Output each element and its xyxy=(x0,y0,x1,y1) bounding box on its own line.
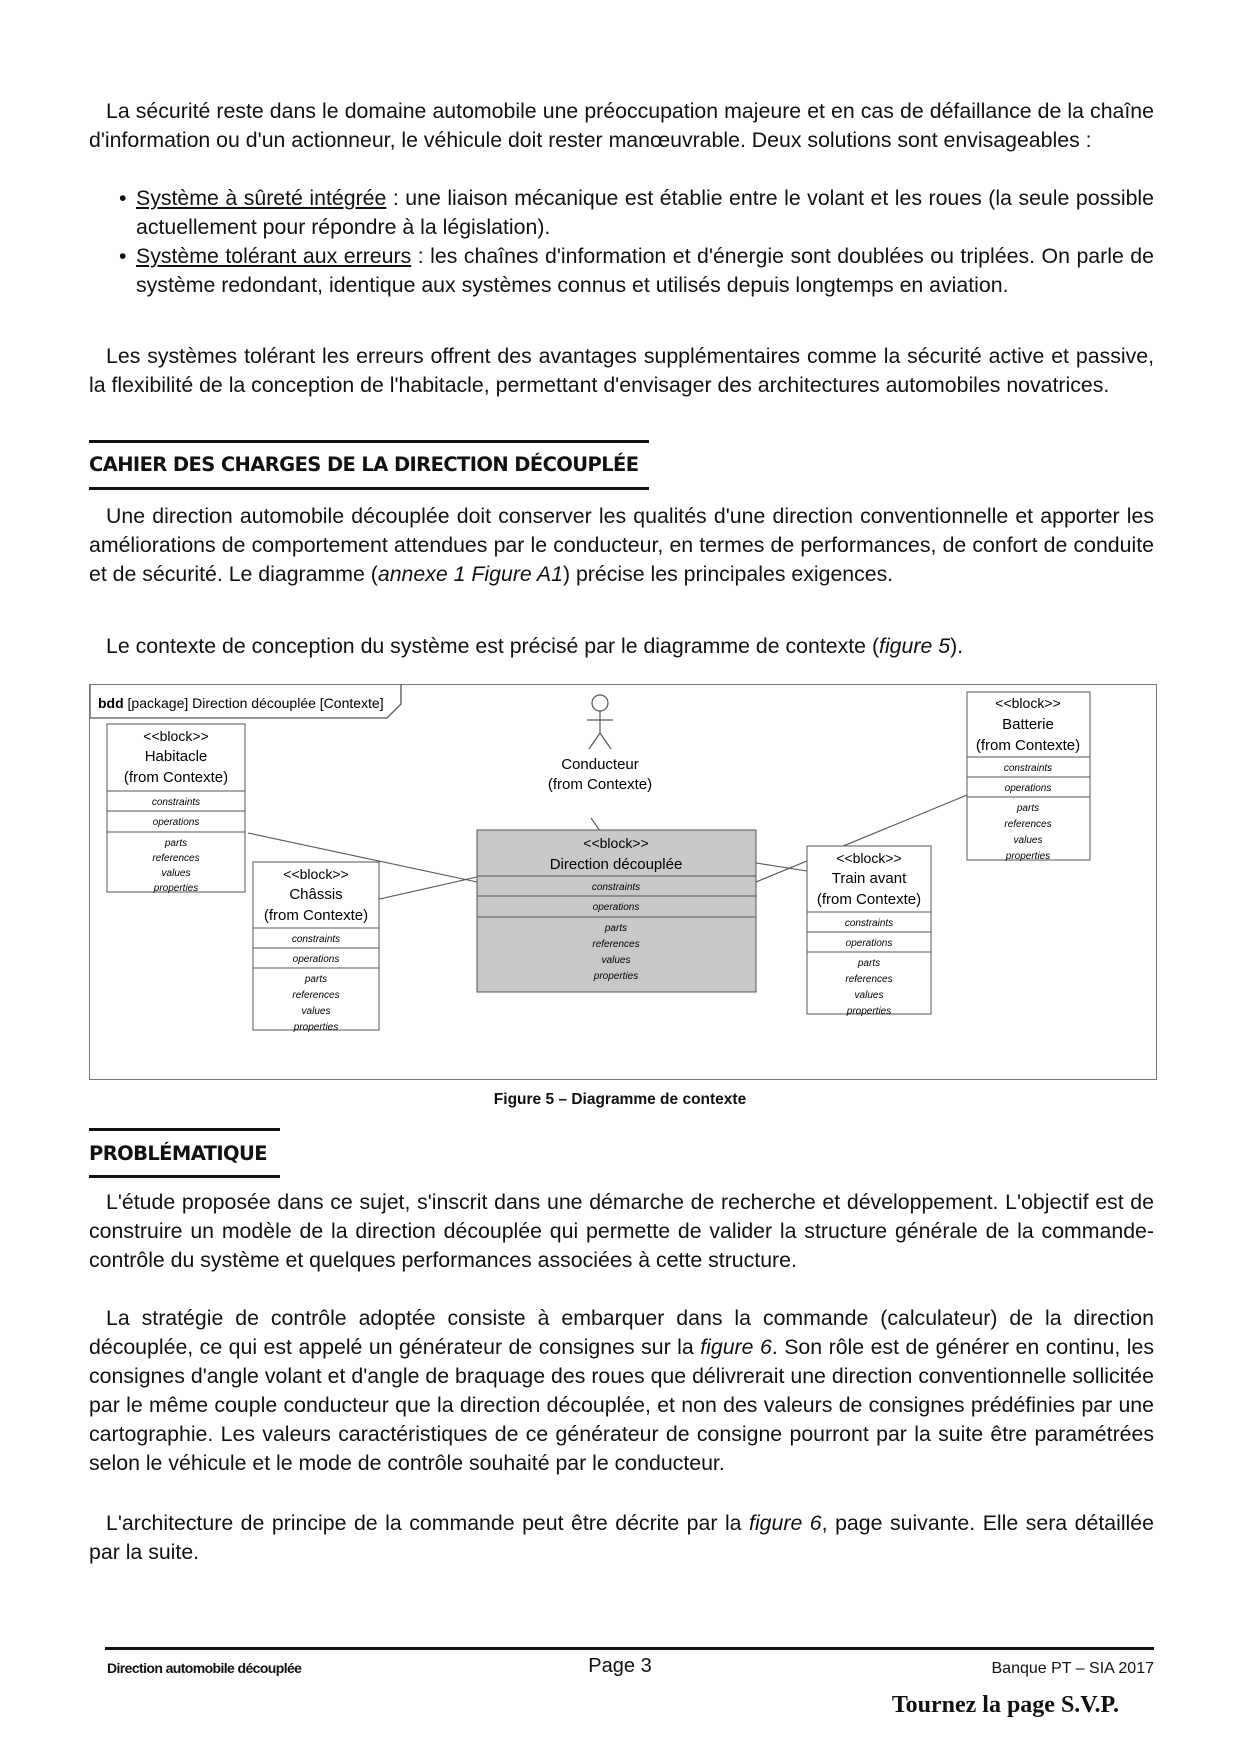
compartment-constraints: constraints xyxy=(151,797,201,808)
block-name: Habitacle xyxy=(144,748,208,765)
section-title-problematique: PROBLÉMATIQUE xyxy=(89,1142,267,1165)
list-item-term: Système tolérant aux erreurs xyxy=(136,244,412,268)
list-item xyxy=(89,184,1154,242)
solutions-list xyxy=(89,184,1154,300)
block-from: (from Contexte) xyxy=(123,769,229,786)
compartment-constraints: constraints xyxy=(1003,763,1053,774)
block-from: (from Contexte) xyxy=(975,737,1081,754)
actor-from: (from Contexte) xyxy=(547,776,653,793)
block-name: Train avant xyxy=(831,870,907,887)
figure-caption: Figure 5 – Diagramme de contexte xyxy=(493,1091,747,1108)
bullet-icon: • xyxy=(119,244,127,268)
figure-reference: figure 6 xyxy=(749,1511,822,1535)
feature-parts: parts xyxy=(1016,803,1040,814)
section-rule-bottom xyxy=(89,487,649,490)
feature-references: references xyxy=(152,853,200,864)
turn-page-note: Tournez la page S.V.P. xyxy=(891,1692,1119,1718)
feature-properties: properties xyxy=(846,1006,892,1017)
footer-rule xyxy=(105,1647,1154,1650)
compartment-constraints: constraints xyxy=(844,918,894,929)
compartment-constraints: constraints xyxy=(291,934,341,945)
block-name: Batterie xyxy=(1002,716,1054,733)
compartment-operations: operations xyxy=(845,938,893,949)
footer-right: Banque PT – SIA 2017 xyxy=(991,1660,1154,1677)
figure-reference: figure 6 xyxy=(700,1335,772,1359)
compartment-operations: operations xyxy=(292,954,340,965)
section-title-cahier: CAHIER DES CHARGES DE LA DIRECTION DÉCOUPLÉE xyxy=(89,453,639,476)
list-item-text: : une liaison mécanique est établie entre le volant et les roues (la seule possible actuellement pour répondre à la législation). xyxy=(136,186,1154,239)
compartment-operations: operations xyxy=(592,902,640,913)
block-stereotype: <<block>> xyxy=(283,866,349,882)
block-stereotype: <<block>> xyxy=(836,850,902,866)
problematique-paragraph-1: L'étude proposée dans ce sujet, s'inscrit dans une démarche de recherche et développement. L'objectif est de construire un modèle de la direction découplée qui permette de valider la structure générale de la commande-contrôle du système et quelques performances associées à cette structure. xyxy=(89,1190,1154,1272)
block-habitacle xyxy=(107,724,245,894)
list-item-text: : les chaînes d'information et d'énergie sont doublées ou triplées. On parle de système redondant, identique aux systèmes connus et utilisés depuis longtemps en aviation. xyxy=(136,244,1154,297)
feature-references: references xyxy=(1004,819,1052,830)
feature-values: values xyxy=(854,990,884,1001)
intro-paragraph: La sécurité reste dans le domaine automobile une préoccupation majeure et en cas de défaillance de la chaîne d'information ou d'un actionneur, le véhicule doit rester manœuvrable. Deux solutions sont envisageables : xyxy=(89,99,1154,152)
context-diagram-svg xyxy=(90,685,1156,1079)
annex-reference: annexe 1 Figure A1 xyxy=(377,562,563,586)
conducteur-actor-icon xyxy=(587,695,613,749)
section-rule-bottom xyxy=(89,1175,280,1178)
feature-values: values xyxy=(301,1006,331,1017)
feature-properties: properties xyxy=(153,883,199,894)
list-item-term: Système à sûreté intégrée xyxy=(136,186,387,210)
bullet-icon: • xyxy=(119,186,127,210)
intro-paragraph-2: Les systèmes tolérant les erreurs offrent des avantages supplémentaires comme la sécurité active et passive, la flexibilité de la conception de l'habitacle, permettant d'envisager des architectures automobiles novatrices. xyxy=(89,344,1154,397)
block-stereotype: <<block>> xyxy=(143,728,209,744)
feature-properties: properties xyxy=(293,1022,339,1033)
page-number: Page 3 xyxy=(588,1655,652,1677)
block-stereotype: <<block>> xyxy=(583,835,649,851)
block-batterie xyxy=(967,692,1090,862)
cahier-paragraph-2: Le contexte de conception du système est précisé par le diagramme de contexte (figure 5). xyxy=(106,634,964,658)
block-name: Direction découplée xyxy=(549,856,683,873)
feature-properties: properties xyxy=(1005,851,1051,862)
feature-parts: parts xyxy=(164,838,188,849)
problematique-paragraph-2: La stratégie de contrôle adoptée consiste à embarquer dans la commande (calculateur) de la direction découplée, ce qui est appelé un générateur de consignes sur la figure 6. Son rôle est de générer en continu, les consignes d'angle volant et d'angle de braquage des roues que délivrerait une direction conventionnelle sollicitée par le même couple conducteur que la direction découplée, et non des valeurs de consignes prédéfinies par une cartographie. Les valeurs caractéristiques de ce générateur de consigne pourront par la suite être paramétrées selon le véhicule et le mode de contrôle souhaité par le conducteur. xyxy=(89,1306,1154,1475)
context-diagram xyxy=(89,684,1157,1080)
feature-values: values xyxy=(1013,835,1043,846)
problematique-paragraph-3: L'architecture de principe de la commande peut être décrite par la figure 6, page suivante. Elle sera détaillée par la suite. xyxy=(89,1511,1154,1564)
compartment-operations: operations xyxy=(152,817,200,828)
list-item xyxy=(89,242,1154,300)
block-stereotype: <<block>> xyxy=(995,695,1061,711)
block-from: (from Contexte) xyxy=(263,907,369,924)
block-from: (from Contexte) xyxy=(816,891,922,908)
feature-parts: parts xyxy=(857,958,881,969)
actor-name: Conducteur xyxy=(561,756,639,773)
link-conducteur xyxy=(591,818,600,831)
feature-values: values xyxy=(601,955,631,966)
feature-references: references xyxy=(292,990,340,1001)
compartment-constraints: constraints xyxy=(591,882,641,893)
block-name: Châssis xyxy=(289,886,343,903)
feature-references: references xyxy=(592,939,640,950)
compartment-operations: operations xyxy=(1004,783,1052,794)
cahier-paragraph-1: Une direction automobile découplée doit conserver les qualités d'une direction conventionnelle et apporter les améliorations de comportement attendues par le conducteur, en termes de performances, de confort de conduite et de sécurité. Le diagramme (annexe 1 Figure A1) précise les principales exigences. xyxy=(89,504,1154,586)
feature-references: references xyxy=(845,974,893,985)
feature-values: values xyxy=(161,868,191,879)
section-rule-top xyxy=(89,440,649,443)
feature-parts: parts xyxy=(604,923,628,934)
footer-left: Direction automobile découplée xyxy=(107,1660,302,1676)
frame-label: bdd [package] Direction découplée [Contexte] xyxy=(98,695,384,711)
block-direction-decouplee xyxy=(477,830,756,992)
section-rule-top xyxy=(89,1128,280,1131)
feature-properties: properties xyxy=(593,971,639,982)
block-chassis xyxy=(253,862,379,1033)
figure-reference: figure 5 xyxy=(879,634,951,658)
feature-parts: parts xyxy=(304,974,328,985)
block-train-avant xyxy=(807,846,931,1017)
